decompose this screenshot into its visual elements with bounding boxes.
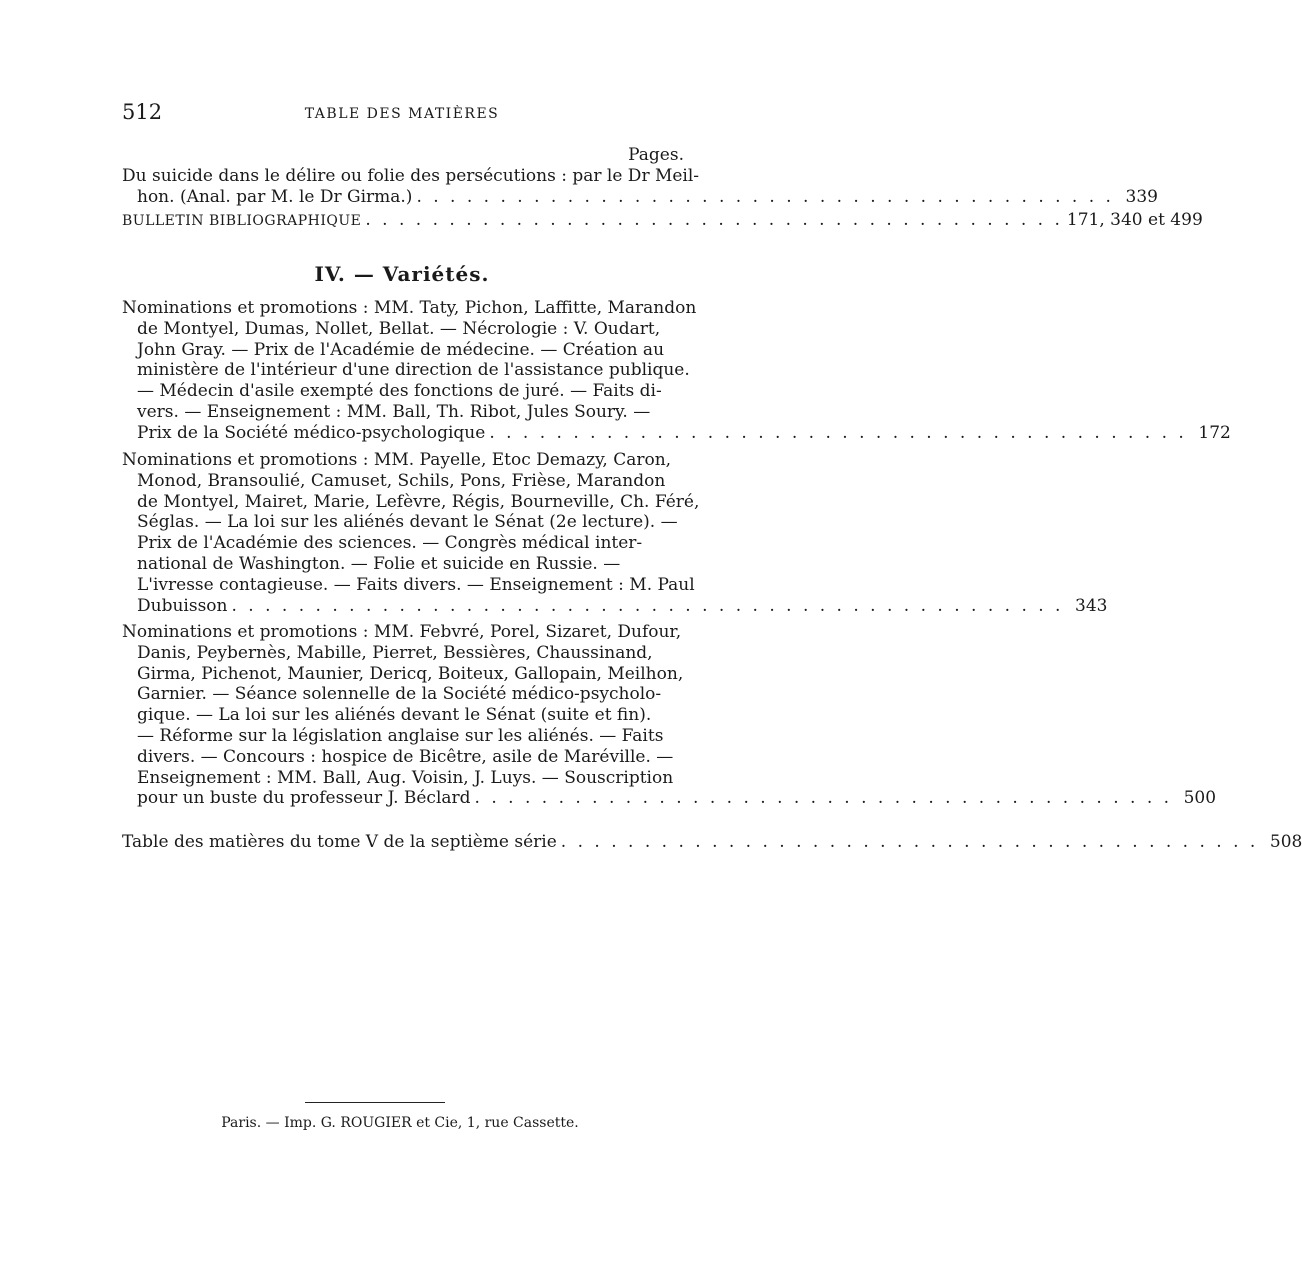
running-title: TABLE DES MATIÈRES xyxy=(304,106,500,122)
entry-line: national de Washington. — Folie et suicide en Russie. — xyxy=(137,553,621,574)
entry-line: Monod, Bransoulié, Camuset, Schils, Pons, Frièse, Marandon xyxy=(137,470,666,491)
entry-line: BULLETIN BIBLIOGRAPHIQUE xyxy=(122,213,362,229)
entry-line: Prix de l'Académie des sciences. — Congrès médical inter- xyxy=(137,533,643,554)
entry-line: — Médecin d'asile exempté des fonctions de juré. — Faits di- xyxy=(137,381,662,402)
entry-line: de Montyel, Dumas, Nollet, Bellat. — Nécrologie : V. Oudart, xyxy=(137,318,661,339)
pages-column-label: Pages. xyxy=(628,145,684,165)
entry-last-line xyxy=(122,788,1217,809)
entry-line: John Gray. — Prix de l'Académie de médecine. — Création au xyxy=(137,339,665,360)
entry-line: Nominations et promotions : MM. Febvré, Porel, Sizaret, Dufour, xyxy=(122,622,682,642)
page-reference: 172 xyxy=(1198,422,1231,443)
dot-leader: . . . . . . . . . . . . . . . . . . . . . . . . . . . . . . . . . . . . . . . . . . xyxy=(489,422,1187,443)
page-reference: 508 xyxy=(1269,832,1302,852)
page-reference: 500 xyxy=(1183,788,1217,809)
entry-line: Nominations et promotions : MM. Payelle, Etoc Demazy, Caron, xyxy=(122,450,672,470)
entry-line: Danis, Peybernès, Mabille, Pierret, Bessières, Chaussinand, xyxy=(137,642,653,663)
entry-line: vers. — Enseignement : MM. Ball, Th. Ribot, Jules Soury. — xyxy=(137,401,651,422)
toc-entry-nominations-3 xyxy=(122,622,1217,809)
toc-entry-suicide xyxy=(122,166,1158,208)
entry-line: ministère de l'intérieur d'une direction de l'assistance publique. xyxy=(137,360,690,381)
entry-line: Enseignement : MM. Ball, Aug. Voisin, J. Luys. — Souscription xyxy=(137,767,674,788)
footer-rule xyxy=(305,1102,445,1103)
entry-line: hon. (Anal. par M. le Dr Girma.) xyxy=(137,186,413,207)
entry-line: Garnier. — Séance solennelle de la Société médico-psycholo- xyxy=(137,684,662,705)
dot-leader: . . . . . . . . . . . . . . . . . . . . . . . . . . . . . . . . . . . . . . . . . . xyxy=(416,186,1114,207)
entry-line: pour un buste du professeur J. Béclard xyxy=(137,788,471,809)
entry-line: Table des matières du tome V de la septième série xyxy=(122,832,557,852)
entry-last-line xyxy=(122,422,1231,444)
page-number: 512 xyxy=(122,100,163,124)
entry-line: Dubuisson xyxy=(137,595,228,616)
entry-last-line xyxy=(122,186,1158,208)
page-reference: 343 xyxy=(1075,595,1108,616)
entry-line: Séglas. — La loi sur les aliénés devant le Sénat (2e lecture). — xyxy=(137,512,678,533)
entry-line: gique. — La loi sur les aliénés devant le Sénat (suite et fin). xyxy=(137,705,652,726)
toc-entry-table xyxy=(122,832,1302,853)
entry-line: divers. — Concours : hospice de Bicêtre, asile de Maréville. — xyxy=(137,746,674,767)
page-header xyxy=(122,100,682,128)
printer-imprint: Paris. — Imp. G. ROUGIER et Cie, 1, rue Cassette. xyxy=(221,1115,579,1131)
entry-last-line xyxy=(122,595,1108,617)
dot-leader: . . . . . . . . . . . . . . . . . . . . . . . . . . . . . . . . . . . . . . . . . . xyxy=(560,832,1259,852)
entry-line: de Montyel, Mairet, Marie, Lefèvre, Régis, Bourneville, Ch. Féré, xyxy=(137,491,700,512)
page-reference: 339 xyxy=(1125,186,1158,207)
dot-leader: . . . . . . . . . . . . . . . . . . . . . . . . . . . . . . . . . . . . . . . . . . xyxy=(474,788,1173,809)
entry-line: Nominations et promotions : MM. Taty, Pichon, Laffitte, Marandon xyxy=(122,298,697,318)
page-reference: 171, 340 et 499 xyxy=(1066,210,1203,230)
toc-entry-nominations-1 xyxy=(122,298,1231,444)
entry-last-line xyxy=(122,832,1302,853)
toc-entry-bulletin xyxy=(122,210,1203,232)
entry-last-line xyxy=(122,210,1203,232)
section-heading: IV. — Variétés. xyxy=(314,262,490,286)
entry-line: Girma, Pichenot, Maunier, Dericq, Boiteux, Gallopain, Meilhon, xyxy=(137,663,684,684)
toc-entry-nominations-2 xyxy=(122,450,1108,616)
dot-leader: . . . . . . . . . . . . . . . . . . . . . . . . . . . . . . . . . . . . . . . . . . xyxy=(365,210,1063,230)
entry-line: — Réforme sur la législation anglaise sur les aliénés. — Faits xyxy=(137,725,664,746)
entry-line: Du suicide dans le délire ou folie des persécutions : par le Dr Meil- xyxy=(122,166,700,186)
entry-line: L'ivresse contagieuse. — Faits divers. — Enseignement : M. Paul xyxy=(137,574,695,595)
dot-leader: . . . . . . . . . . . . . . . . . . . . . . . . . . . . . . . . . . . . . . . . . . . . . . . . . . xyxy=(231,595,1064,616)
entry-line: Prix de la Société médico-psychologique xyxy=(137,422,486,443)
